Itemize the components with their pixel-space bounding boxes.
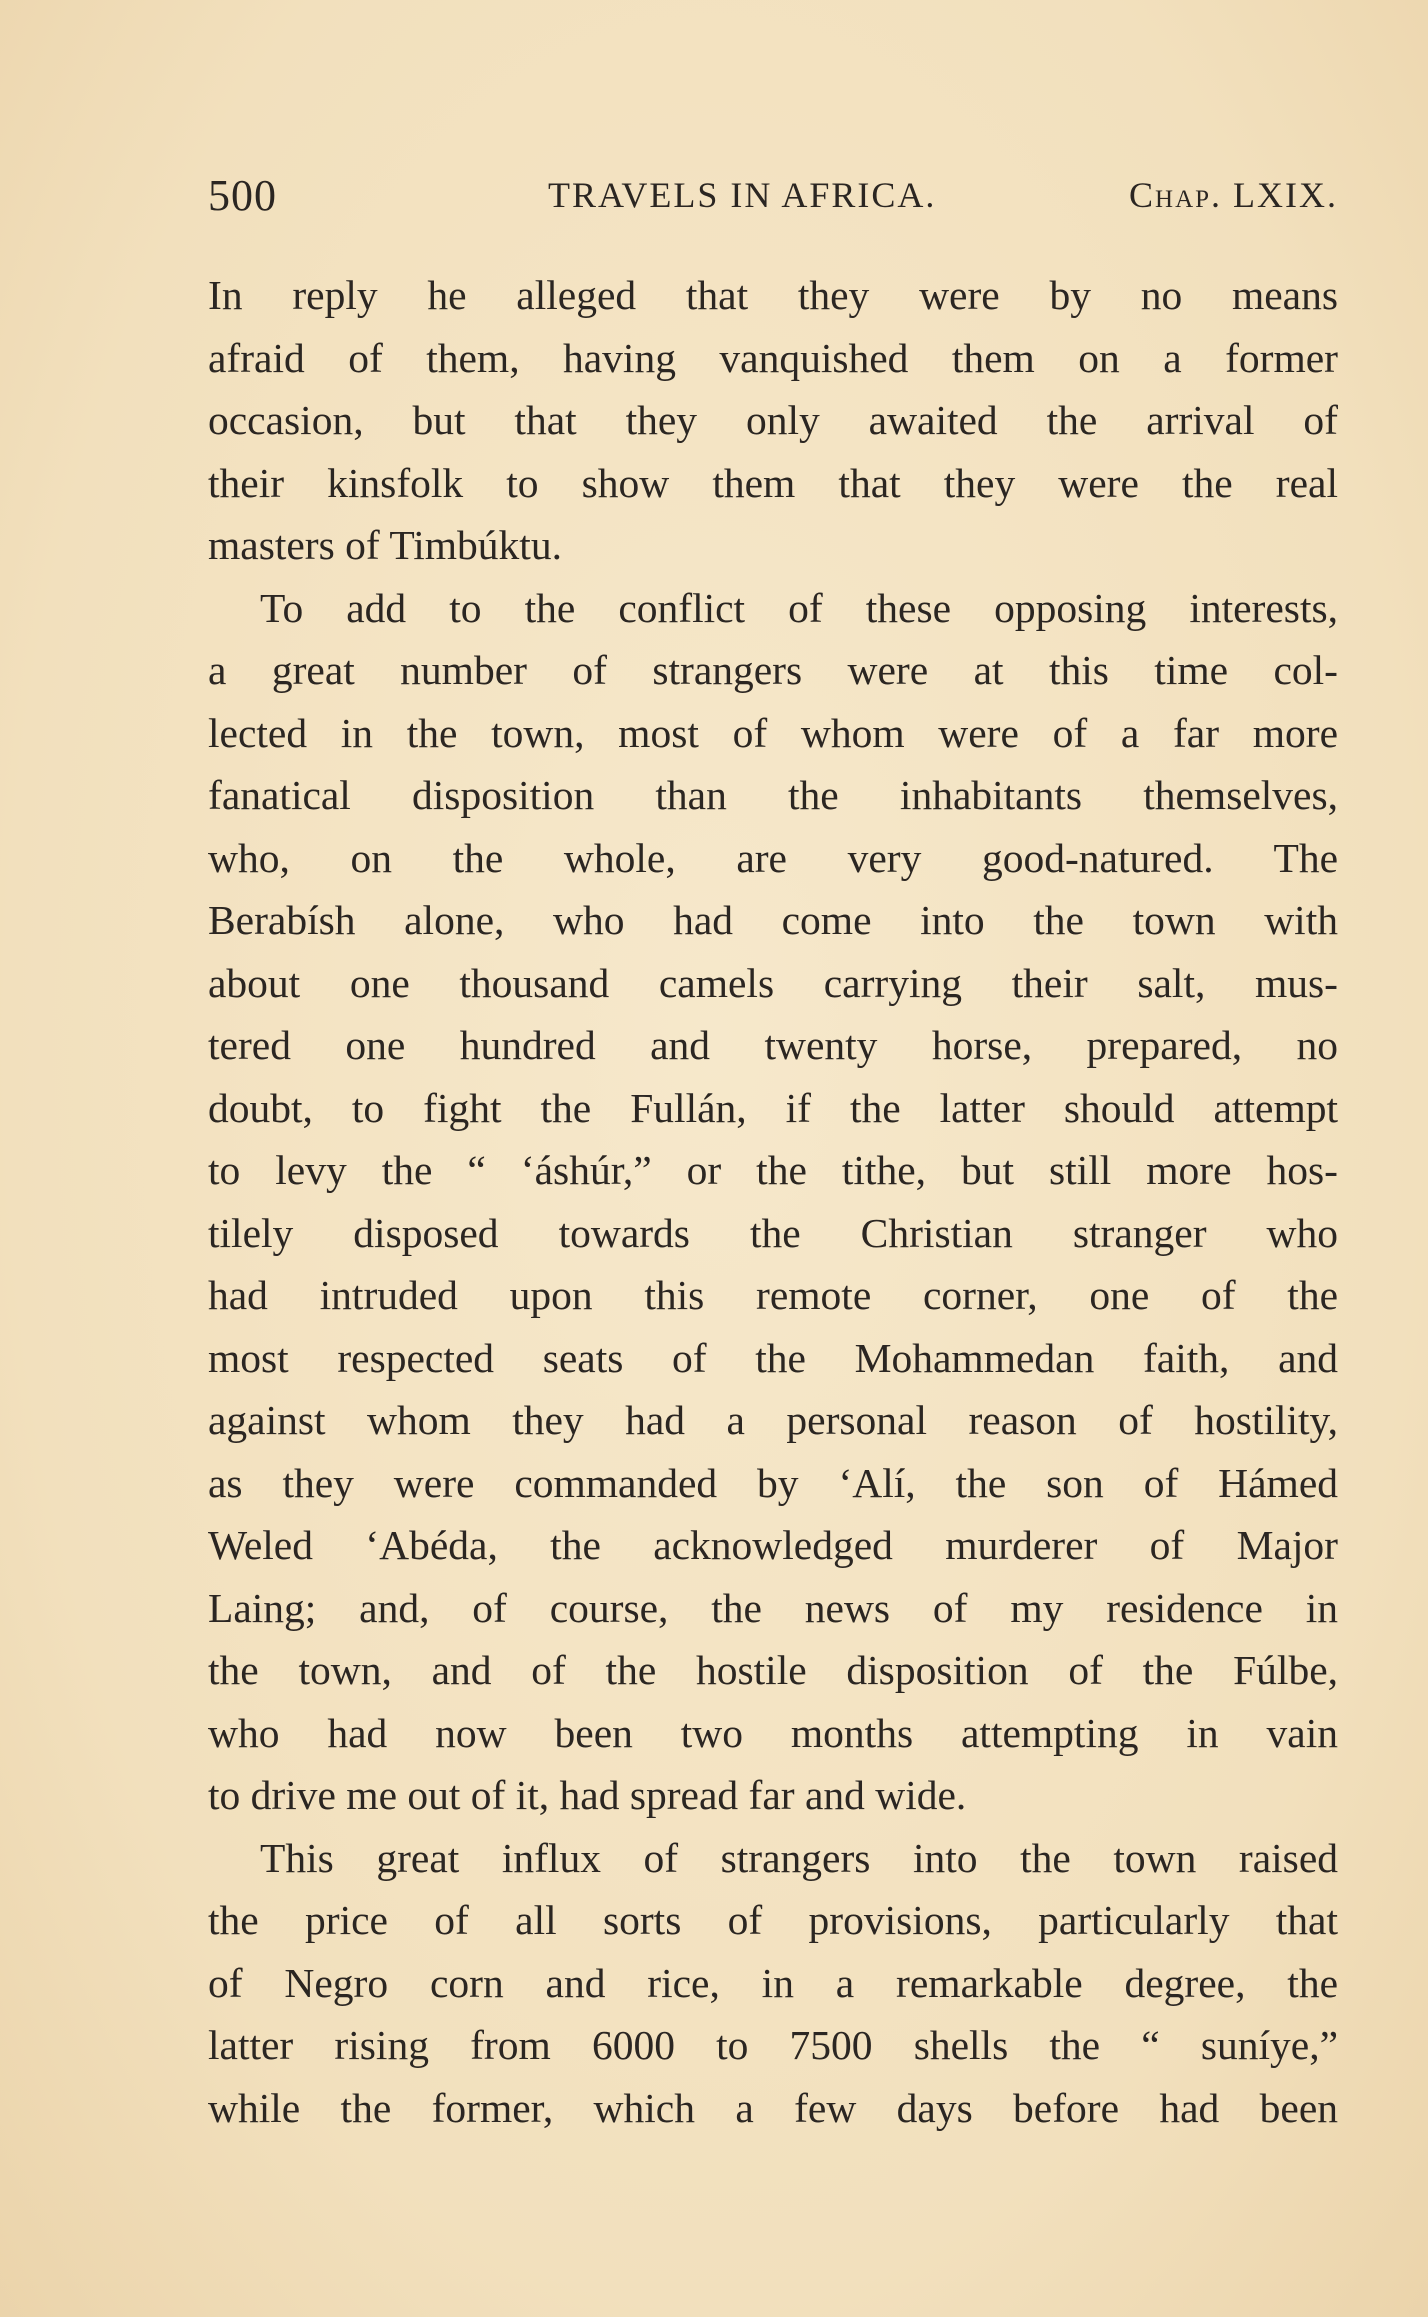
body-text: [208, 264, 1338, 2139]
text-line: This great influx of strangers into the town raised: [260, 1834, 1338, 1881]
text-line: the town, and of the hostile disposition of the Fúlbe,: [208, 1647, 1338, 1693]
text-line: Berabísh alone, who had come into the town with: [208, 897, 1338, 943]
text-line: Weled ʻAbéda, the acknowledged murderer of Major: [208, 1522, 1338, 1568]
text-line: of Negro corn and rice, in a remarkable degree, the: [208, 1959, 1338, 2006]
text-line: most respected seats of the Mohammedan faith, and: [208, 1334, 1338, 1381]
text-line: against whom they had a personal reason of hostility,: [208, 1397, 1338, 1443]
text-line: doubt, to fight the Fullán, if the latter should attempt: [208, 1084, 1338, 1131]
text-line: about one thousand camels carrying their salt, mus-: [208, 959, 1338, 1006]
text-line: Laing; and, of course, the news of my residence in: [208, 1584, 1338, 1631]
chapter-label: Chap. LXIX.: [1129, 175, 1338, 215]
text-line: fanatical disposition than the inhabitants themselves,: [208, 772, 1338, 818]
text-line: lected in the town, most of whom were of a far more: [208, 709, 1338, 756]
text-line: who had now been two months attempting in vain: [208, 1709, 1338, 1756]
text-line: a great number of strangers were at this time col-: [208, 647, 1338, 693]
text-line: to drive me out of it, had spread far and wide.: [208, 1772, 967, 1818]
text-line: had intruded upon this remote corner, one of the: [208, 1272, 1338, 1318]
text-line: In reply he alleged that they were by no means: [208, 272, 1338, 318]
text-line: tilely disposed towards the Christian stranger who: [208, 1209, 1338, 1256]
text-line: the price of all sorts of provisions, particularly that: [208, 1897, 1338, 1943]
text-line: occasion, but that they only awaited the arrival of: [208, 397, 1338, 443]
running-title: TRAVELS IN AFRICA.: [548, 175, 937, 215]
text-line: as they were commanded by ʻAlí, the son of Hámed: [208, 1459, 1338, 1506]
text-line: latter rising from 6000 to 7500 shells the “ suníye,”: [208, 2022, 1338, 2068]
text-line: masters of Timbúktu.: [208, 522, 562, 568]
text-line: their kinsfolk to show them that they were the real: [208, 459, 1338, 506]
text-line: To add to the conflict of these opposing interests,: [260, 584, 1338, 631]
running-head: [208, 170, 1338, 230]
text-line: to levy the “ ʻáshúr,” or the tithe, but still more hos-: [208, 1147, 1338, 1193]
text-line: afraid of them, having vanquished them on a former: [208, 334, 1338, 381]
page-number: 500: [208, 171, 277, 220]
text-line: tered one hundred and twenty horse, prepared, no: [208, 1022, 1338, 1068]
text-line: who, on the whole, are very good-natured. The: [208, 834, 1338, 881]
text-line: while the former, which a few days before had been: [208, 2084, 1338, 2131]
